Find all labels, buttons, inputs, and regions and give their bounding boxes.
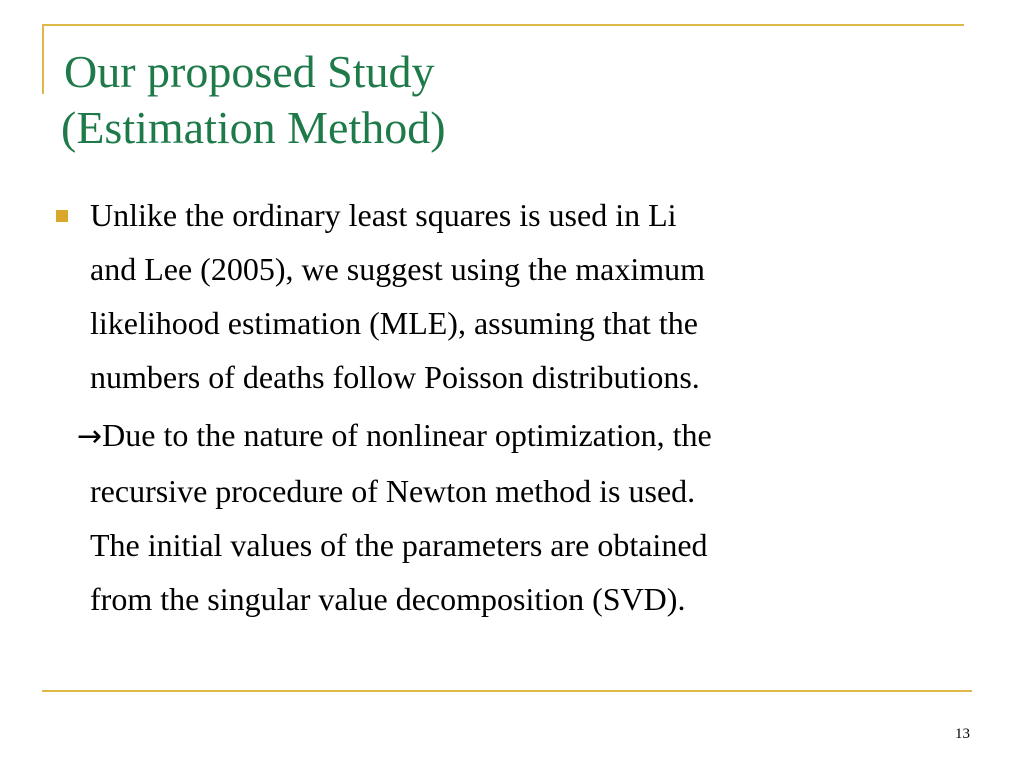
followup-line-1	[77, 408, 980, 464]
bullet-line-2: and Lee (2005), we suggest using the maximum	[90, 251, 705, 287]
bullet-line-1: Unlike the ordinary least squares is used in Li	[90, 197, 677, 233]
title-line-1: Our proposed Study	[64, 46, 435, 97]
slide-title	[61, 44, 446, 156]
left-rule	[42, 24, 44, 94]
bullet-line-4: numbers of deaths follow Poisson distributions.	[90, 359, 700, 395]
top-rule	[42, 24, 964, 26]
followup-paragraph	[0, 408, 980, 626]
followup-line-4: from the singular value decomposition (SVD).	[90, 581, 686, 617]
bottom-rule	[42, 690, 972, 692]
followup-line-1-text: Due to the nature of nonlinear optimization, the	[102, 417, 712, 453]
followup-line-3: The initial values of the parameters are obtained	[90, 527, 708, 563]
followup-line-2: recursive procedure of Newton method is used.	[90, 473, 696, 509]
slide-number: 13	[955, 726, 970, 742]
square-bullet-icon	[56, 210, 68, 222]
slide-body	[0, 188, 1024, 626]
bullet-paragraph	[0, 188, 980, 404]
bullet-line-3: likelihood estimation (MLE), assuming that the	[90, 305, 698, 341]
title-line-2: (Estimation Method)	[61, 102, 446, 153]
right-arrow-icon: →	[77, 419, 103, 454]
